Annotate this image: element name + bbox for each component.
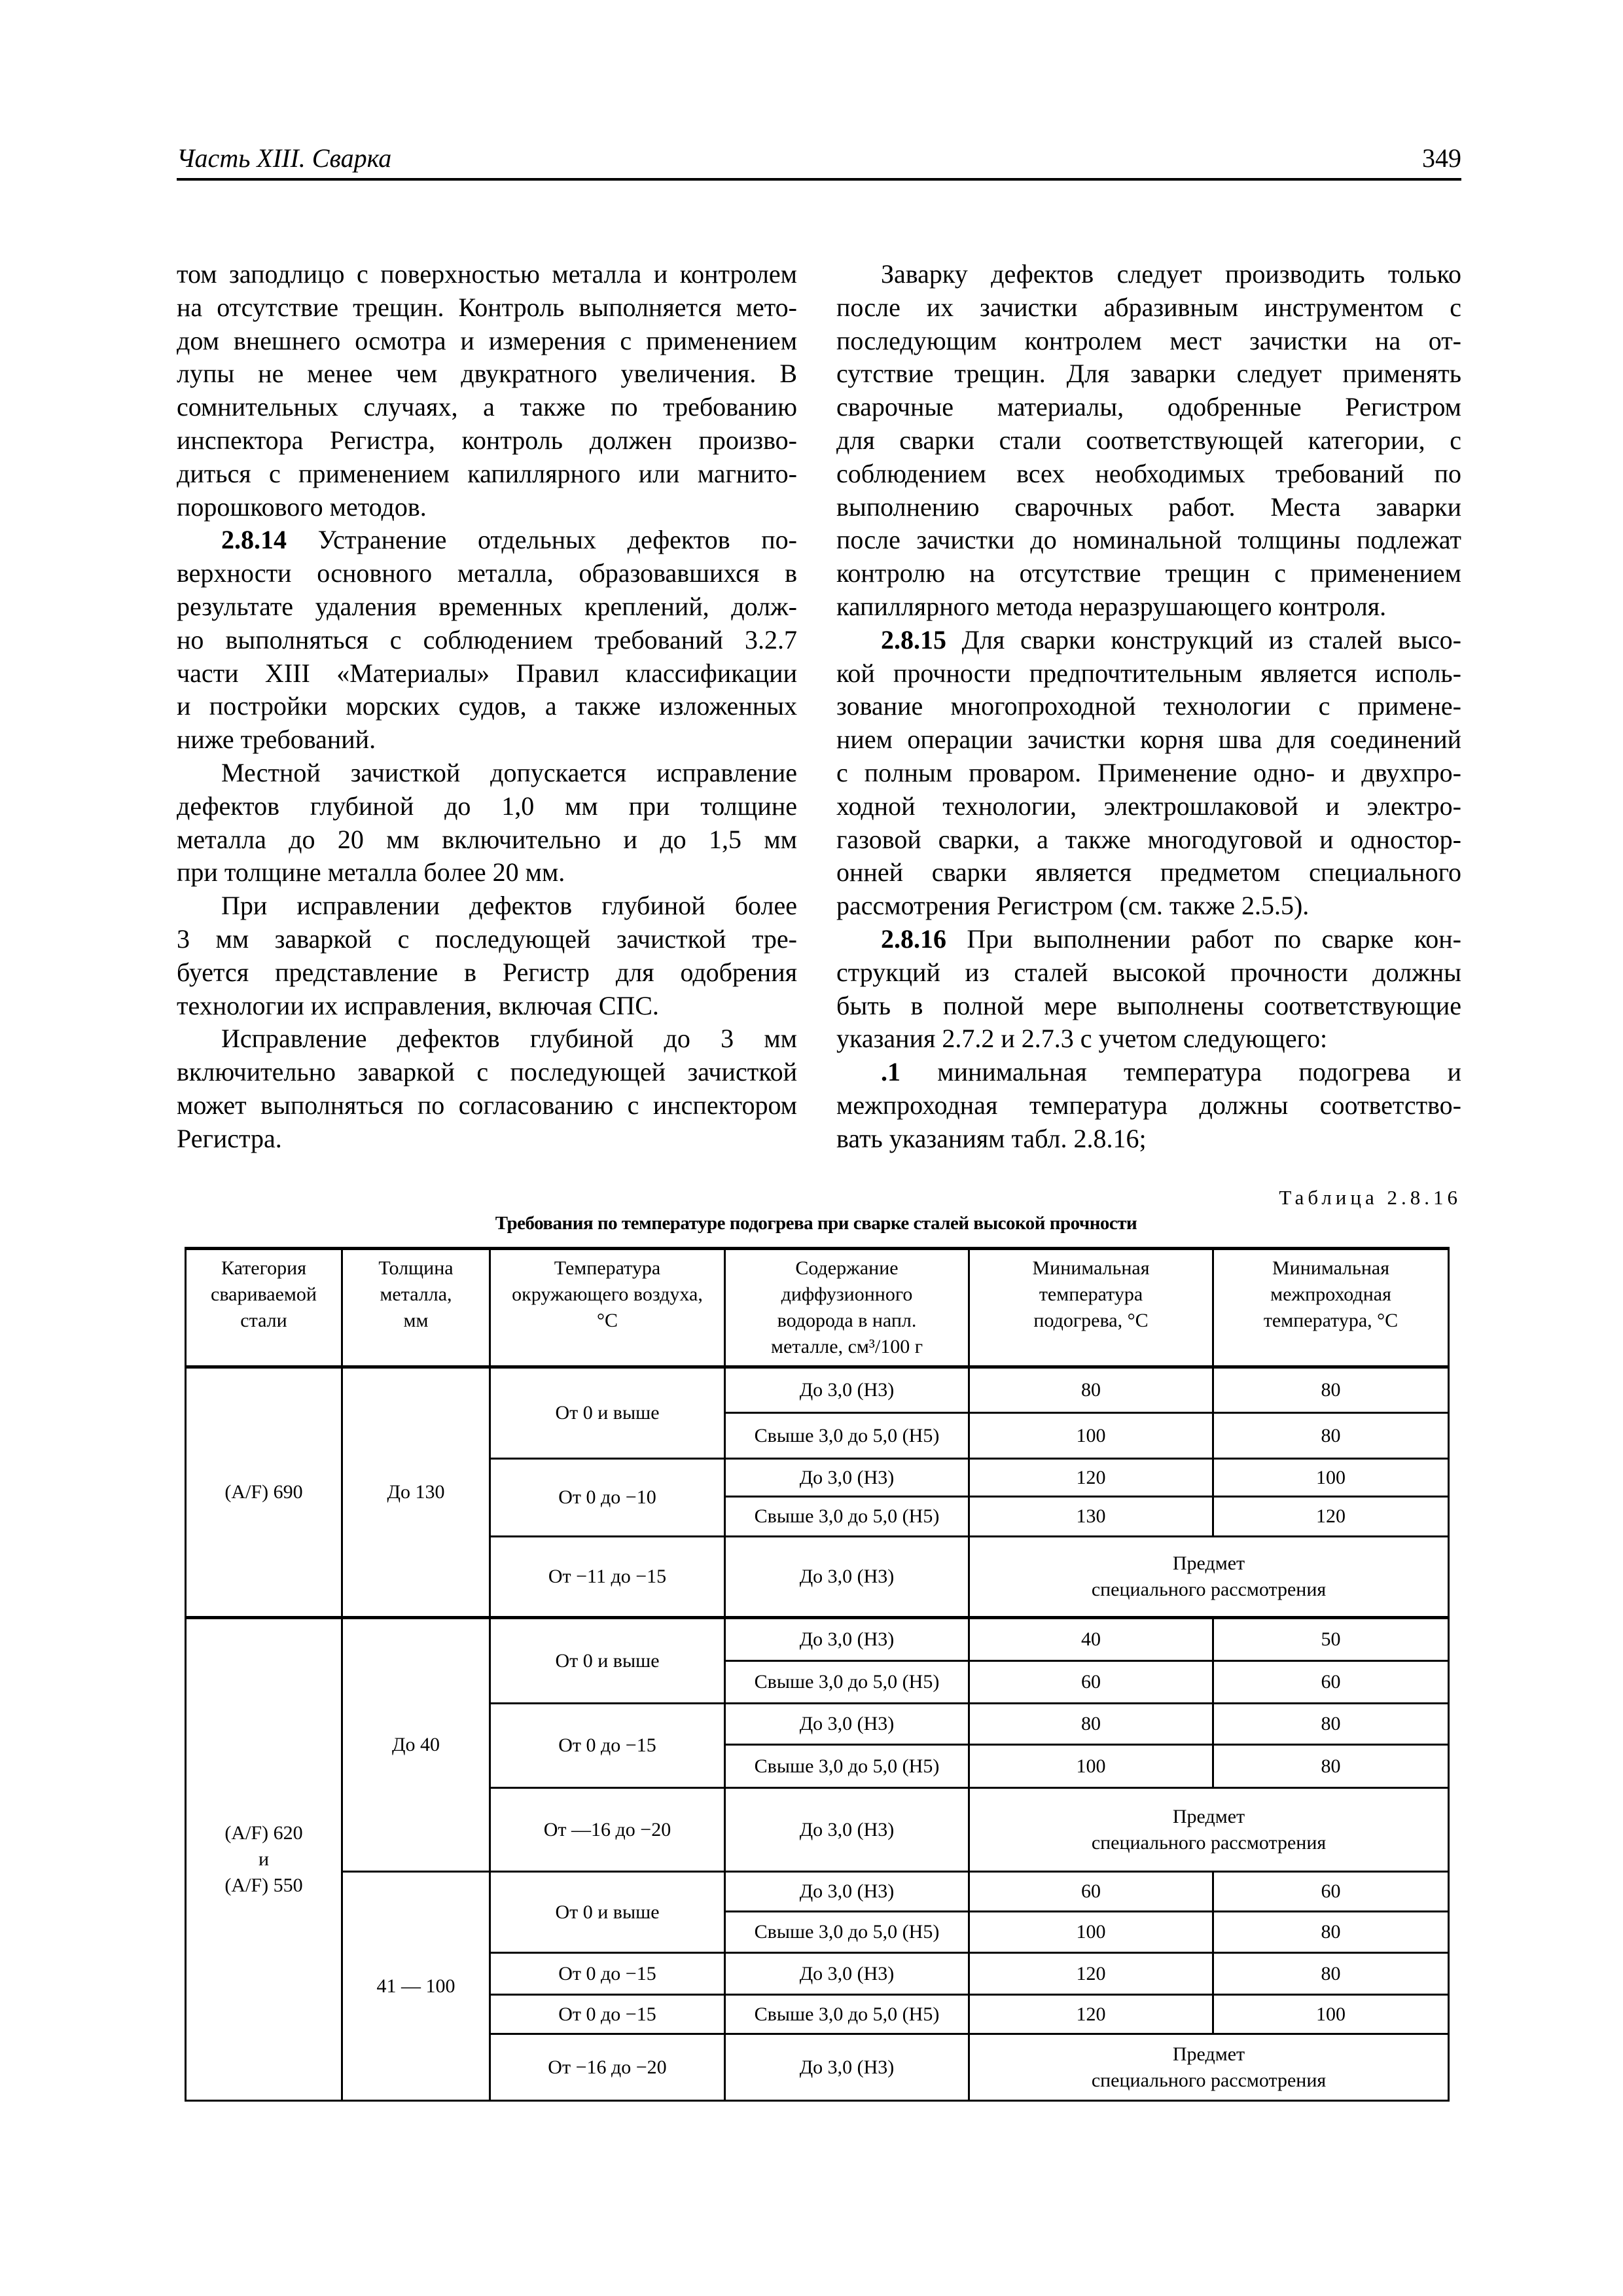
text-line xyxy=(177,357,797,391)
min-preheat-cell: 60 xyxy=(969,1872,1213,1912)
text-line xyxy=(177,258,797,291)
hydrogen-content-cell: До 3,0 (Н3) xyxy=(725,1788,969,1872)
text-line xyxy=(836,624,1461,657)
ambient-temperature-cell: От 0 до −15 xyxy=(490,1953,725,1995)
section-number: 2.8.15 xyxy=(881,624,946,655)
text-line xyxy=(177,889,797,923)
line-text: том заподлицо с поверхностью металла и контролем xyxy=(177,259,797,289)
min-preheat-cell: 100 xyxy=(969,1745,1213,1788)
text-line xyxy=(836,990,1461,1023)
text-line xyxy=(177,590,797,624)
line-text: струкций из сталей высокой прочности должны xyxy=(836,957,1461,987)
text-line xyxy=(177,1056,797,1089)
text-line xyxy=(836,889,1461,923)
hydrogen-content-cell: До 3,0 (Н3) xyxy=(725,1618,969,1661)
min-preheat-cell: 100 xyxy=(969,1912,1213,1953)
line-text: сомнительных случаях, а также по требованию xyxy=(177,392,797,422)
text-line xyxy=(836,524,1461,557)
table-row xyxy=(186,1618,1449,1661)
hydrogen-content-cell: До 3,0 (Н3) xyxy=(725,1704,969,1745)
text-line xyxy=(836,291,1461,325)
hydrogen-content-cell: Свыше 3,0 до 5,0 (Н5) xyxy=(725,1497,969,1537)
line-text: нием операции зачистки корня шва для соединений xyxy=(836,725,1461,755)
running-head-title: Часть XIII. Сварка xyxy=(177,143,392,173)
min-interpass-cell: 60 xyxy=(1213,1872,1449,1912)
line-text: кой прочности предпочтительным является исполь- xyxy=(836,658,1461,688)
text-line xyxy=(177,757,797,790)
hydrogen-content-cell: До 3,0 (Н3) xyxy=(725,1953,969,1995)
special-consideration-cell: Предмет специального рассмотрения xyxy=(969,1537,1449,1618)
hydrogen-content-cell: До 3,0 (Н3) xyxy=(725,1872,969,1912)
line-text: после их зачистки абразивным инструментом с xyxy=(836,292,1461,322)
column-header: Содержание диффузионного водорода в напл. металле, см³/100 г xyxy=(725,1249,969,1367)
line-text: буется представление в Регистр для одобрения xyxy=(177,957,797,987)
line-text: вать указаниям табл. 2.8.16; xyxy=(836,1123,1147,1153)
page-number: 349 xyxy=(1422,143,1461,173)
text-line xyxy=(177,325,797,358)
text-line xyxy=(177,790,797,823)
text-line xyxy=(177,657,797,691)
hydrogen-content-cell: До 3,0 (Н3) xyxy=(725,2034,969,2101)
line-text: металла до 20 мм включительно и до 1,5 мм xyxy=(177,824,797,854)
text-line xyxy=(177,291,797,325)
min-preheat-cell: 120 xyxy=(969,1953,1213,1995)
ambient-temperature-cell: От 0 и выше xyxy=(490,1618,725,1704)
min-preheat-cell: 120 xyxy=(969,1459,1213,1497)
text-line xyxy=(177,424,797,457)
line-text: минимальная температура подогрева и xyxy=(901,1057,1461,1087)
line-text: дом внешнего осмотра и измерения с применением xyxy=(177,325,797,355)
line-text: Местной зачисткой допускается исправление xyxy=(221,757,797,787)
line-text: технологии их исправления, включая СПС. xyxy=(177,990,659,1020)
table-row xyxy=(186,1367,1449,1413)
min-preheat-cell: 100 xyxy=(969,1413,1213,1459)
text-line xyxy=(177,391,797,424)
line-text: порошкового методов. xyxy=(177,492,427,522)
line-text: включительно заваркой с последующей зачисткой xyxy=(177,1057,797,1087)
text-line xyxy=(177,823,797,857)
min-interpass-cell: 50 xyxy=(1213,1618,1449,1661)
min-interpass-cell: 80 xyxy=(1213,1367,1449,1413)
text-line xyxy=(836,590,1461,624)
line-text: сварочные материалы, одобренные Регистром xyxy=(836,392,1461,422)
text-line xyxy=(177,923,797,956)
text-line xyxy=(177,624,797,657)
text-line xyxy=(177,557,797,590)
line-text: При выполнении работ по сварке кон- xyxy=(946,924,1461,954)
column-header: Температура окружающего воздуха, °С xyxy=(490,1249,725,1367)
hydrogen-content-cell: Свыше 3,0 до 5,0 (Н5) xyxy=(725,1995,969,2034)
table-title: Требования по температуре подогрева при сварке сталей высокой прочности xyxy=(495,1213,1137,1234)
steel-category-cell: (A/F) 690 xyxy=(186,1367,342,1618)
text-line xyxy=(836,1022,1461,1056)
ambient-temperature-cell: От 0 и выше xyxy=(490,1872,725,1953)
line-text: лупы не менее чем двукратного увеличения. В xyxy=(177,359,797,389)
right-text-column xyxy=(836,258,1461,1156)
section-number: 2.8.14 xyxy=(221,525,287,555)
hydrogen-content-cell: Свыше 3,0 до 5,0 (Н5) xyxy=(725,1413,969,1459)
line-text: 3 мм заваркой с последующей зачисткой тре- xyxy=(177,924,797,954)
min-interpass-cell: 80 xyxy=(1213,1704,1449,1745)
hydrogen-content-cell: До 3,0 (Н3) xyxy=(725,1537,969,1618)
left-text-column xyxy=(177,258,797,1156)
line-text: для сварки стали соответствующей категории, с xyxy=(836,425,1461,455)
column-header: Толщина металла, мм xyxy=(342,1249,490,1367)
text-line xyxy=(836,757,1461,790)
line-text: газовой сварки, а также многодуговой и одностор- xyxy=(836,824,1461,854)
text-line xyxy=(177,1089,797,1122)
special-consideration-cell: Предмет специального рассмотрения xyxy=(969,1788,1449,1872)
min-interpass-cell: 80 xyxy=(1213,1912,1449,1953)
min-interpass-cell: 100 xyxy=(1213,1995,1449,2034)
thickness-cell: 41 — 100 xyxy=(342,1872,490,2101)
line-text: рассмотрения Регистром (см. также 2.5.5). xyxy=(836,891,1310,921)
min-preheat-cell: 80 xyxy=(969,1367,1213,1413)
line-text: указания 2.7.2 и 2.7.3 с учетом следующего: xyxy=(836,1024,1328,1054)
steel-category-cell: (A/F) 620 и (A/F) 550 xyxy=(186,1618,342,2101)
ambient-temperature-cell: От 0 до −10 xyxy=(490,1459,725,1537)
text-line xyxy=(836,923,1461,956)
line-text: после зачистки до номинальной толщины подлежат xyxy=(836,525,1461,555)
text-line xyxy=(836,657,1461,691)
ambient-temperature-cell: От 0 и выше xyxy=(490,1367,725,1459)
min-interpass-cell: 80 xyxy=(1213,1745,1449,1788)
thickness-cell: До 130 xyxy=(342,1367,490,1618)
line-text: верхности основного металла, образовавшихся в xyxy=(177,558,797,588)
text-line xyxy=(836,790,1461,823)
text-line xyxy=(177,1022,797,1056)
hydrogen-content-cell: До 3,0 (Н3) xyxy=(725,1367,969,1413)
text-line xyxy=(836,1089,1461,1122)
line-text: ходной технологии, электрошлаковой и электро- xyxy=(836,791,1461,821)
text-line xyxy=(836,457,1461,491)
line-text: инспектора Регистра, контроль должен произво- xyxy=(177,425,797,455)
header-rule xyxy=(177,178,1461,181)
text-line xyxy=(836,491,1461,524)
table-label: Таблица 2.8.16 xyxy=(1279,1186,1461,1209)
line-text: контролю на отсутствие трещин с применением xyxy=(836,558,1461,588)
line-text: и постройки морских судов, а также изложенных xyxy=(177,691,797,721)
hydrogen-content-cell: Свыше 3,0 до 5,0 (Н5) xyxy=(725,1745,969,1788)
text-line xyxy=(177,524,797,557)
line-text: Для сварки конструкций из сталей высо- xyxy=(946,624,1461,655)
min-preheat-cell: 40 xyxy=(969,1618,1213,1661)
line-text: соблюдением всех необходимых требований по xyxy=(836,458,1461,488)
min-preheat-cell: 60 xyxy=(969,1661,1213,1704)
hydrogen-content-cell: До 3,0 (Н3) xyxy=(725,1459,969,1497)
min-interpass-cell: 100 xyxy=(1213,1459,1449,1497)
preheat-requirements-table xyxy=(185,1247,1450,2102)
min-preheat-cell: 80 xyxy=(969,1704,1213,1745)
line-text: зование многопроходной технологии с примене- xyxy=(836,691,1461,721)
line-text: на отсутствие трещин. Контроль выполняется мето- xyxy=(177,292,797,322)
text-line xyxy=(836,357,1461,391)
ambient-temperature-cell: От −16 до −20 xyxy=(490,2034,725,2101)
line-text: но выполняться с соблюдением требований 3.2.7 xyxy=(177,624,797,655)
line-text: Регистра. xyxy=(177,1123,282,1153)
text-line xyxy=(836,557,1461,590)
ambient-temperature-cell: От 0 до −15 xyxy=(490,1704,725,1788)
line-text: дефектов глубиной до 1,0 мм при толщине xyxy=(177,791,797,821)
hydrogen-content-cell: Свыше 3,0 до 5,0 (Н5) xyxy=(725,1912,969,1953)
line-text: диться с применением капиллярного или магнито- xyxy=(177,458,797,488)
column-header: Минимальная температура подогрева, °С xyxy=(969,1249,1213,1367)
line-text: Исправление дефектов глубиной до 3 мм xyxy=(221,1024,797,1054)
min-preheat-cell: 130 xyxy=(969,1497,1213,1537)
text-line xyxy=(836,690,1461,723)
min-preheat-cell: 120 xyxy=(969,1995,1213,2034)
line-text: результате удаления временных креплений, долж- xyxy=(177,591,797,621)
line-text: онней сварки является предметом специального xyxy=(836,857,1461,888)
text-line xyxy=(836,1122,1461,1156)
line-text: межпроходная температура должны соответство- xyxy=(836,1090,1461,1120)
ambient-temperature-cell: От 0 до −15 xyxy=(490,1995,725,2034)
text-line xyxy=(177,723,797,757)
column-header: Минимальная межпроходная температура, °С xyxy=(1213,1249,1449,1367)
special-consideration-cell: Предмет специального рассмотрения xyxy=(969,2034,1449,2101)
text-line xyxy=(177,491,797,524)
line-text: части XIII «Материалы» Правил классификации xyxy=(177,658,797,688)
section-number: 2.8.16 xyxy=(881,924,946,954)
line-text: капиллярного метода неразрушающего контроля. xyxy=(836,591,1387,621)
line-text: выполнению сварочных работ. Места заварки xyxy=(836,492,1461,522)
text-line xyxy=(177,856,797,889)
min-interpass-cell: 80 xyxy=(1213,1953,1449,1995)
text-line xyxy=(177,990,797,1023)
text-line xyxy=(836,723,1461,757)
table-header-row xyxy=(186,1249,1449,1367)
text-line xyxy=(836,856,1461,889)
text-line xyxy=(836,823,1461,857)
min-interpass-cell: 60 xyxy=(1213,1661,1449,1704)
ambient-temperature-cell: От —16 до −20 xyxy=(490,1788,725,1872)
column-header: Категория свариваемой стали xyxy=(186,1249,342,1367)
line-text: последующим контролем мест зачистки на от- xyxy=(836,325,1461,355)
running-head xyxy=(177,140,1461,179)
text-line xyxy=(836,325,1461,358)
line-text: может выполняться по согласованию с инспектором xyxy=(177,1090,797,1120)
text-line xyxy=(177,1122,797,1156)
section-number: .1 xyxy=(881,1057,901,1087)
table-row xyxy=(186,1872,1449,1912)
text-line xyxy=(836,1056,1461,1089)
min-interpass-cell: 80 xyxy=(1213,1413,1449,1459)
min-interpass-cell: 120 xyxy=(1213,1497,1449,1537)
line-text: быть в полной мере выполнены соответствующие xyxy=(836,990,1461,1020)
line-text: Устранение отдельных дефектов по- xyxy=(287,525,797,555)
line-text: Заварку дефектов следует производить только xyxy=(881,259,1461,289)
line-text: при толщине металла более 20 мм. xyxy=(177,857,565,888)
text-line xyxy=(836,258,1461,291)
text-line xyxy=(836,424,1461,457)
line-text: ниже требований. xyxy=(177,725,376,755)
thickness-cell: До 40 xyxy=(342,1618,490,1872)
ambient-temperature-cell: От −11 до −15 xyxy=(490,1537,725,1618)
line-text: сутствие трещин. Для заварки следует применять xyxy=(836,359,1461,389)
text-line xyxy=(177,956,797,990)
line-text: с полным проваром. Применение одно- и двухпро- xyxy=(836,757,1461,787)
text-line xyxy=(836,391,1461,424)
hydrogen-content-cell: Свыше 3,0 до 5,0 (Н5) xyxy=(725,1661,969,1704)
text-line xyxy=(836,956,1461,990)
text-line xyxy=(177,457,797,491)
text-line xyxy=(177,690,797,723)
line-text: При исправлении дефектов глубиной более xyxy=(221,891,797,921)
